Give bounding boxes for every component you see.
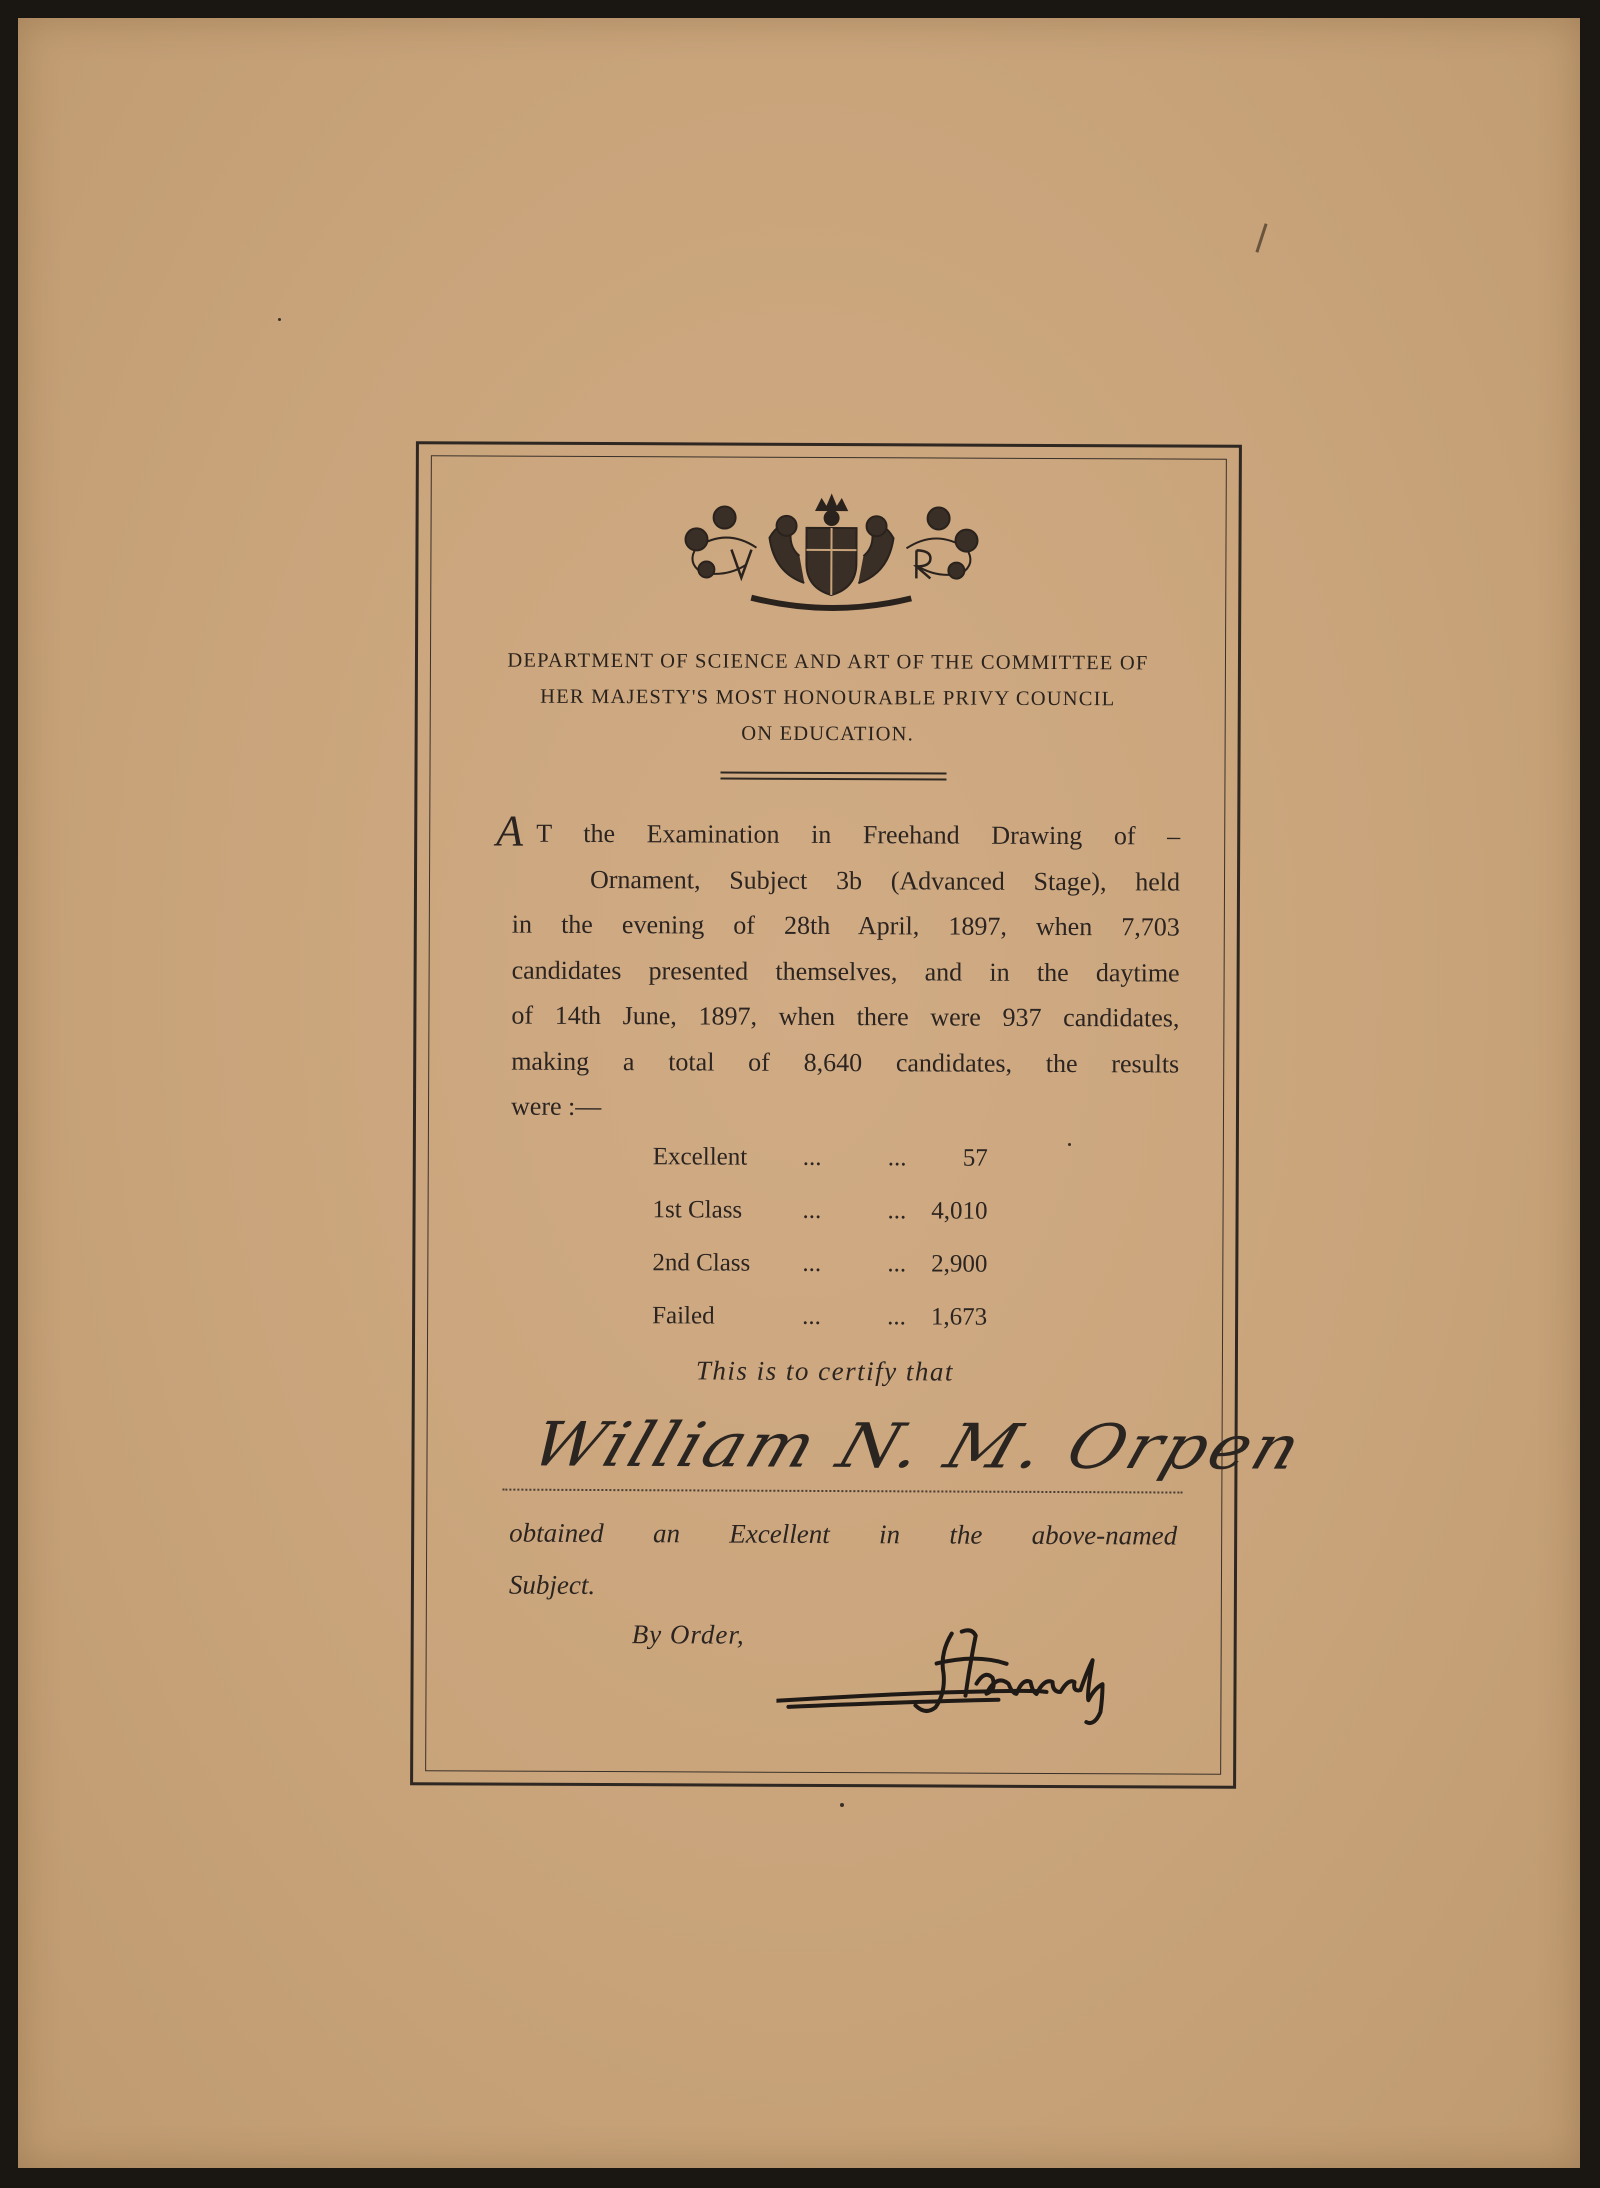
ink-speck bbox=[278, 318, 281, 321]
ink-speck bbox=[840, 1803, 844, 1807]
examination-paragraph bbox=[496, 806, 1181, 1132]
by-order-text: By Order, bbox=[631, 1619, 745, 1650]
results-row bbox=[653, 1143, 1033, 1198]
handwritten-signature-icon bbox=[776, 1623, 1176, 1735]
result-value: 1,673 bbox=[930, 1303, 988, 1331]
result-label: 1st Class bbox=[652, 1196, 743, 1224]
royal-coat-of-arms-icon bbox=[676, 487, 987, 618]
certificate-frame bbox=[410, 441, 1313, 1789]
leader-dots: ... bbox=[802, 1196, 822, 1224]
result-value: 4,010 bbox=[931, 1197, 988, 1225]
ink-speck bbox=[1068, 1143, 1071, 1146]
award-statement bbox=[509, 1507, 1177, 1614]
certify-text: This is to certify that bbox=[695, 1355, 954, 1387]
result-value: 57 bbox=[962, 1144, 988, 1172]
paragraph-line: Ornament, Subject 3b (Advanced Stage), held bbox=[589, 864, 1181, 897]
results-row bbox=[652, 1196, 1032, 1251]
heading-line: HER MAJESTY'S MOST HONOURABLE PRIVY COUNCIL bbox=[540, 685, 1116, 711]
recipient-name: William N. M. Orpen bbox=[522, 1409, 1313, 1485]
results-table bbox=[652, 1143, 1033, 1357]
leader-dots: ... bbox=[802, 1143, 822, 1171]
leader-dots: ... bbox=[802, 1302, 821, 1330]
paragraph-line: T the Examination in Freehand Drawing of – bbox=[536, 818, 1181, 851]
name-dotted-line bbox=[502, 1489, 1182, 1494]
certificate-sheet bbox=[18, 18, 1580, 2168]
result-label: Excellent bbox=[652, 1143, 748, 1171]
results-row bbox=[652, 1302, 1032, 1357]
paragraph-line: candidates presented themselves, and in the daytime bbox=[511, 955, 1180, 988]
paragraph-line: of 14th June, 1897, when there were 937 candidates, bbox=[511, 1000, 1180, 1033]
paragraph-line: making a total of 8,640 candidates, the results bbox=[511, 1046, 1180, 1079]
divider-rule bbox=[720, 778, 946, 781]
pencil-mark bbox=[1255, 223, 1267, 252]
leader-dots: ... bbox=[887, 1144, 907, 1172]
leader-dots: ... bbox=[802, 1249, 822, 1277]
award-line: Subject. bbox=[508, 1569, 596, 1600]
heading-line: DEPARTMENT OF SCIENCE AND ART OF THE COMMITTEE OF bbox=[507, 649, 1149, 675]
paragraph-line: in the evening of 28th April, 1897, when 7,703 bbox=[511, 909, 1180, 942]
leader-dots: ... bbox=[887, 1303, 906, 1331]
leader-dots: ... bbox=[887, 1250, 907, 1278]
certificate-inner-frame bbox=[425, 455, 1313, 1774]
results-row bbox=[652, 1249, 1032, 1304]
divider-rule bbox=[720, 772, 946, 775]
award-line: obtained an Excellent in the above-named bbox=[509, 1517, 1178, 1551]
result-label: 2nd Class bbox=[652, 1249, 751, 1277]
result-value: 2,900 bbox=[931, 1250, 988, 1278]
leader-dots: ... bbox=[887, 1197, 907, 1225]
drop-cap: A bbox=[496, 806, 524, 856]
paragraph-line: were :— bbox=[510, 1091, 602, 1122]
result-label: Failed bbox=[652, 1302, 715, 1330]
department-heading bbox=[451, 642, 1205, 753]
heading-line: ON EDUCATION. bbox=[741, 722, 915, 746]
